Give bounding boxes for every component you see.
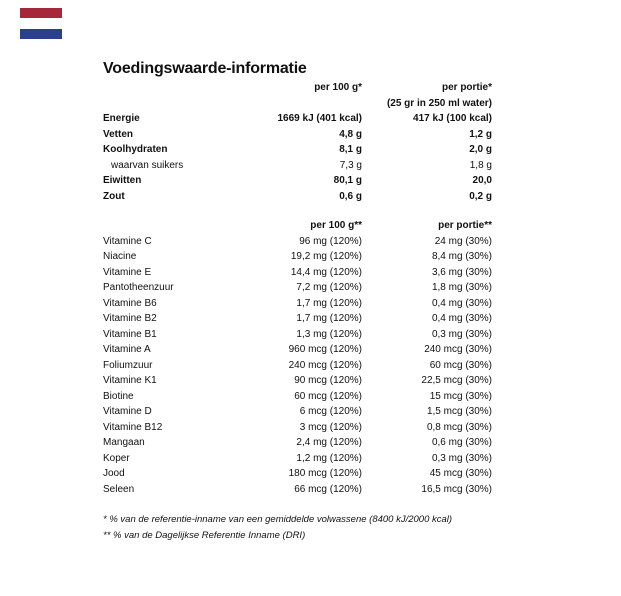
page-title: Voedingswaarde-informatie (103, 60, 307, 77)
macro-row-vetten (103, 127, 492, 143)
vitamin-rows (103, 234, 492, 498)
vitamin-portion: 22,5 mcg (30%) (421, 375, 492, 386)
vitamin-portion: 1,8 mg (30%) (431, 282, 492, 293)
nutrient-per100: 80,1 g (333, 175, 362, 186)
vitamin-portion: 0,8 mcg (30%) (426, 421, 492, 433)
macro-row-energie (103, 111, 492, 127)
nutrient-name: Zout (103, 190, 125, 202)
vitamin-name: Seleen (103, 483, 135, 495)
vitamin-per100: 180 mcg (120%) (288, 468, 362, 479)
vitamin-row (103, 389, 492, 405)
nutrient-portion: 1,8 g (469, 159, 492, 171)
flag-stripe-red (20, 8, 62, 18)
vitamin-name: Vitamine K1 (103, 375, 157, 386)
vitamin-header-portion: per portie** (438, 220, 492, 231)
vitamin-per100: 1,3 mg (120%) (296, 328, 362, 340)
vitamin-per100: 1,2 mg (120%) (296, 452, 362, 464)
vitamin-row (103, 435, 492, 451)
nutrient-name: Koolhydraten (103, 144, 168, 155)
vitamin-header-per100: per 100 g** (310, 220, 362, 231)
nutrient-portion: 0,2 g (469, 190, 492, 202)
macro-row-koolhydraten (103, 142, 492, 158)
vitamin-row (103, 234, 492, 250)
vitamin-row (103, 466, 492, 482)
vitamin-portion: 0,4 mg (30%) (431, 297, 492, 309)
nutrient-per100: 0,6 g (339, 190, 362, 202)
vitamin-name: Vitamine B1 (103, 328, 157, 340)
macro-header-row (103, 80, 492, 96)
footnote-dri: ** % van de Dagelijkse Referentie Inname (DRI) (103, 530, 306, 541)
vitamin-per100: 960 mcg (120%) (288, 344, 362, 355)
vitamin-name: Pantotheenzuur (103, 282, 174, 293)
vitamin-per100: 14,4 mg (120%) (290, 266, 362, 278)
vitamin-row (103, 249, 492, 265)
macro-row-eiwitten (103, 173, 492, 189)
vitamin-row (103, 265, 492, 281)
flag-stripe-white (20, 18, 62, 28)
vitamin-per100: 1,7 mg (120%) (296, 297, 362, 309)
vitamin-per100: 96 mg (120%) (299, 235, 362, 247)
macro-header-portion-sub: (25 gr in 250 ml water) (386, 97, 492, 109)
macro-header-per100: per 100 g* (314, 82, 362, 93)
vitamin-name: Jood (103, 468, 125, 479)
vitamin-row (103, 280, 492, 296)
vitamin-row (103, 358, 492, 374)
vitamin-header-row (103, 218, 492, 234)
vitamin-name: Biotine (103, 390, 134, 402)
vitamin-portion: 0,3 mg (30%) (431, 328, 492, 340)
nutrient-portion: 417 kJ (100 kcal) (413, 113, 492, 124)
nutrient-portion: 1,2 g (469, 128, 492, 140)
nutrient-name: Energie (103, 113, 140, 124)
netherlands-flag-icon (20, 8, 62, 39)
vitamin-name: Vitamine E (103, 266, 152, 278)
vitamin-portion: 0,6 mg (30%) (431, 437, 492, 448)
vitamin-row (103, 420, 492, 436)
vitamin-name: Niacine (103, 251, 137, 262)
nutrient-per100: 4,8 g (339, 128, 362, 140)
vitamin-portion: 0,3 mg (30%) (431, 452, 492, 464)
vitamin-row (103, 311, 492, 327)
nutrient-name: waarvan suikers (111, 159, 184, 171)
vitamin-row (103, 327, 492, 343)
flag-stripe-blue (20, 29, 62, 39)
vitamin-per100: 1,7 mg (120%) (296, 313, 362, 324)
vitamin-name: Vitamine B12 (103, 421, 163, 433)
vitamin-name: Vitamine D (103, 406, 152, 417)
vitamin-per100: 6 mcg (120%) (299, 406, 362, 417)
vitamin-per100: 60 mcg (120%) (294, 390, 362, 402)
vitamin-row (103, 451, 492, 467)
vitamin-row (103, 342, 492, 358)
nutrient-portion: 2,0 g (469, 144, 492, 155)
vitamin-portion: 8,4 mg (30%) (431, 251, 492, 262)
nutrient-per100: 7,3 g (339, 159, 362, 171)
vitamin-per100: 2,4 mg (120%) (296, 437, 362, 448)
macro-row-zout (103, 189, 492, 205)
vitamin-portion: 16,5 mcg (30%) (421, 483, 492, 495)
vitamin-row (103, 482, 492, 498)
vitamin-mineral-table (103, 218, 492, 497)
nutrient-name: Eiwitten (103, 175, 142, 186)
macro-header-subrow (103, 96, 492, 112)
vitamin-name: Vitamine B6 (103, 297, 157, 309)
macro-nutrient-table (103, 80, 492, 204)
vitamin-portion: 0,4 mg (30%) (431, 313, 492, 324)
vitamin-name: Vitamine A (103, 344, 151, 355)
vitamin-row (103, 373, 492, 389)
vitamin-per100: 7,2 mg (120%) (296, 282, 362, 293)
macro-header-portion: per portie* (441, 82, 492, 93)
macro-row-suikers (103, 158, 492, 174)
vitamin-portion: 60 mcg (30%) (429, 359, 492, 371)
vitamin-portion: 1,5 mcg (30%) (426, 406, 492, 417)
vitamin-row (103, 296, 492, 312)
vitamin-name: Vitamine C (103, 235, 152, 247)
vitamin-name: Vitamine B2 (103, 313, 157, 324)
nutrient-per100: 8,1 g (339, 144, 362, 155)
vitamin-per100: 3 mcg (120%) (299, 421, 362, 433)
vitamin-portion: 3,6 mg (30%) (431, 266, 492, 278)
vitamin-portion: 240 mcg (30%) (424, 344, 492, 355)
nutrient-per100: 1669 kJ (401 kcal) (277, 113, 362, 124)
footnote-reference-intake: * % van de referentie-inname van een gemiddelde volwassene (8400 kJ/2000 kcal) (103, 514, 453, 525)
nutrient-portion: 20,0 (472, 175, 492, 186)
vitamin-per100: 19,2 mg (120%) (290, 251, 362, 262)
vitamin-row (103, 404, 492, 420)
vitamin-portion: 45 mcg (30%) (429, 468, 492, 479)
vitamin-portion: 24 mg (30%) (434, 235, 492, 247)
vitamin-per100: 240 mcg (120%) (288, 359, 362, 371)
nutrient-name: Vetten (103, 128, 134, 140)
vitamin-name: Koper (103, 452, 130, 464)
vitamin-name: Foliumzuur (103, 359, 153, 371)
vitamin-per100: 66 mcg (120%) (294, 483, 362, 495)
vitamin-portion: 15 mcg (30%) (429, 390, 492, 402)
vitamin-per100: 90 mcg (120%) (294, 375, 362, 386)
vitamin-name: Mangaan (103, 437, 145, 448)
